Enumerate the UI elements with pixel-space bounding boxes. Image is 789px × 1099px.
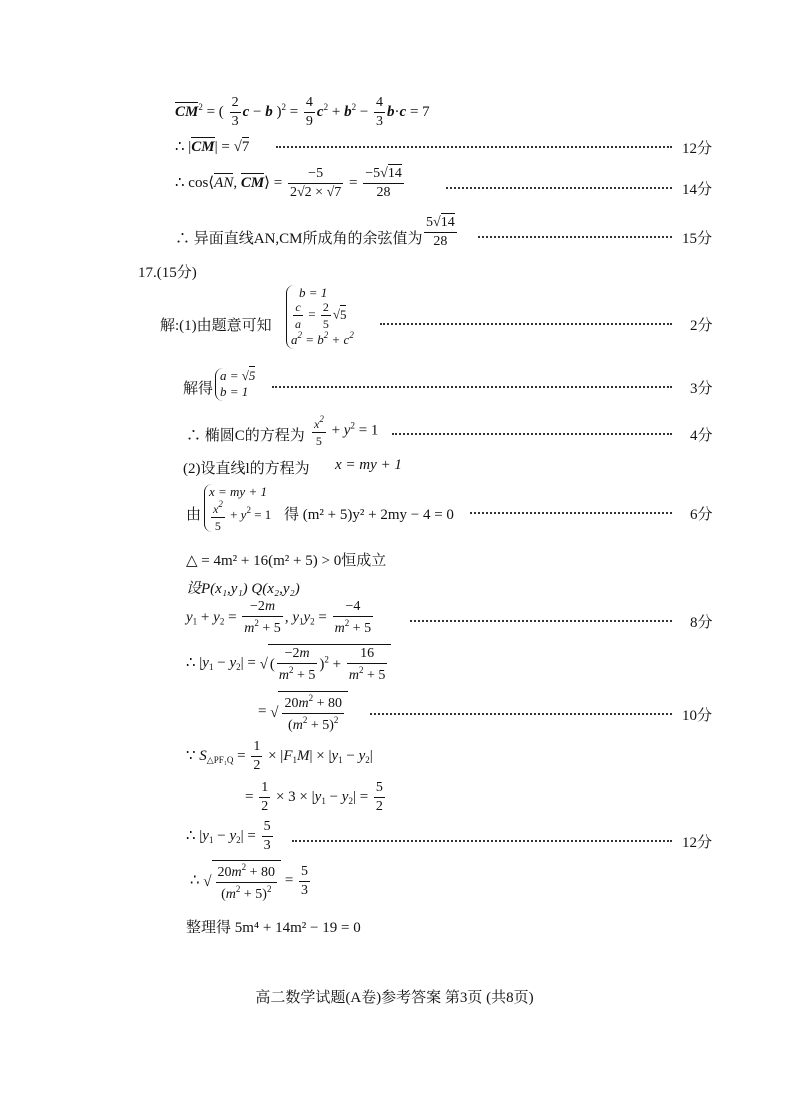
leader-dots [392,433,672,435]
cm-abs-formula: ∴ |CM| = √7 [175,139,250,155]
system-3-prefix: 由 [186,507,202,523]
cm-squared-line [0,95,789,129]
diff-value-line [0,819,789,853]
delta-text: △ = 4m² + 16(m² + 5) > 0恒成立 [186,553,387,569]
area-step1-line [0,739,789,773]
solve-line [0,368,789,400]
final-line [0,920,789,936]
delta-line [0,553,789,569]
diff-value-formula: ∴ $|y_1 - y_2|$ = $\frac{5}{3}$ [186,819,271,853]
score-15: 15分 [682,231,713,247]
leader-dots [276,146,672,148]
part1-system-line [0,285,789,348]
score-4: 4分 [690,428,713,444]
part2-intro: (2)设直线l的方程为 [183,461,310,477]
leader-dots [446,187,672,189]
angle-line [0,215,789,249]
eq-step-formula: ∴ √ $\frac{20m^2 + 80}{(m^2 + 5)^2}$ = $\frac{5}{3}$ [190,862,309,902]
cos-formula: ∴ cos⟨AN, CM⟩ = $\frac{-5}{2√2 \times √7}$ = $\frac{-5√14}{28}$ [175,166,402,200]
system-3-line [0,484,789,534]
points-text: 设P(x₁,y₁) Q(x₂,y₂) [186,581,300,597]
score-6: 6分 [690,507,713,523]
diff-step1-line [0,646,789,683]
problem-17-header: 17.(15分) [138,265,197,281]
problem-17-header-line [0,265,789,281]
line-l-equation: x = my + 1 [335,457,402,473]
score-8: 8分 [690,615,713,631]
score-10: 10分 [682,708,713,724]
final-text: 整理得 5m⁴ + 14m² − 19 = 0 [186,920,361,936]
ellipse-equation: $\frac{x^2}{5}$ + $y^2 = 1$ [314,414,379,448]
score-14: 14分 [682,182,713,198]
leader-dots [380,323,672,325]
angle-text: ∴ 异面直线AN,CM所成角的余弦值为 [175,231,423,247]
ellipse-prefix: ∴ 椭圆C的方程为 [186,428,305,444]
diff-step1-formula: ∴ $|y_1 - y_2|$ = √ ( $\frac{-2m}{m^2 + 5}$ )$^2$ + $\frac{16}{m^2 + 5}$ [186,644,391,683]
leader-dots [410,620,672,622]
solution-intro: 解:(1)由题意可知 [160,318,272,334]
leader-dots [470,512,672,514]
leader-dots [370,713,672,715]
system-3: x = my + 1 $\frac{x^2}{5}$ + $y^2 = 1$ [204,484,271,532]
system-3-result: 得 (m² + 5)y² + 2my − 4 = 0 [284,507,454,523]
part2-intro-line [0,457,789,477]
leader-dots [292,840,672,842]
leader-dots [478,236,672,238]
score-3: 3分 [690,381,713,397]
area-step1-formula: ∵ $S_{\triangle PF_1Q}$ = $\frac{1}{2}$ × $|F_1M| \times |y_1 - y_2|$ [186,739,373,773]
system-2: a = √5 b = 1 [215,368,255,401]
leader-dots [272,386,672,388]
eq-step-line [0,862,789,902]
vieta-line [0,599,789,636]
system-1: b = 1 $\frac{c}{a}$ = $\frac{2}{5}$ √5 $a^2 = b^2 + c^2$ [286,285,354,349]
vieta-formula: $y_1 + y_2$ = $\frac{-2m}{m^2 + 5}$ , $y_1y_2$ = $\frac{-4}{m^2 + 5}$ [186,599,372,636]
ellipse-line [0,414,789,448]
cm-abs-line [0,139,789,157]
area-step2-line [0,780,789,814]
cm-squared-formula: $CM^2$ = ( $\frac{2}{3}$ c − b )$^2$ = $\frac{4}{9}$ $c^2 + b^2$ − $\frac{4}{3}$ b·c = 7 [175,95,430,129]
cos-line [0,166,789,200]
score-2: 2分 [690,318,713,334]
diff-step2-formula: = √ $\frac{20m^2 + 80}{(m^2 + 5)^2}$ [258,691,348,733]
angle-value: $\frac{5√14}{28}$ [426,215,455,249]
score-12-b: 12分 [682,835,713,851]
page-footer: 高二数学试题(A卷)参考答案 第3页 (共8页) [255,990,534,1006]
points-line [0,581,789,597]
solve-prefix: 解得 [183,381,214,397]
area-step2-formula: = $\frac{1}{2}$ × $3 \times |y_1 - y_2|$ = $\frac{5}{2}$ [245,780,383,814]
diff-step2-line [0,693,789,733]
score-12-a: 12分 [682,141,713,157]
cos-prefix: ∴ cos [175,174,209,191]
